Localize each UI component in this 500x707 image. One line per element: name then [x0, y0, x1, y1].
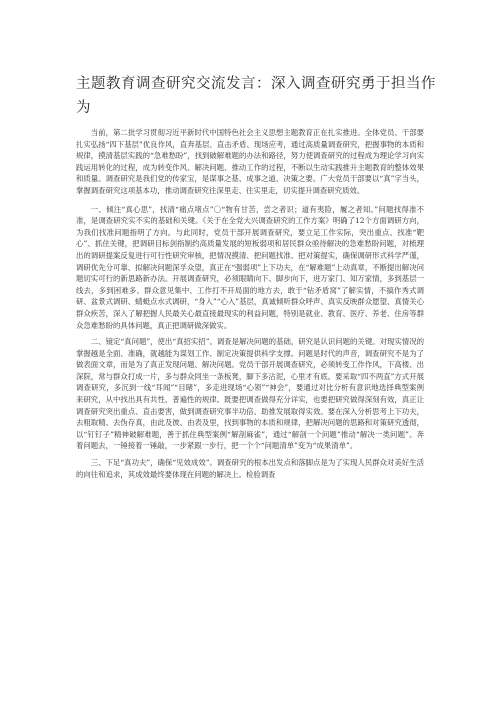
- section-three-paragraph: 三、下足“真功夫”，确保“见效成效”。调查研究的根本出发点和落脚点是为了实现人民群众对美好生活的向往和追求，其成效最终要体现在问题的解决上。检验调查: [76, 458, 424, 479]
- section-one-paragraph: 一、倾注“真心思”，找清“痛点堵点”〇“物有甘苦，尝之者识；道有夷险，履之者知。”问题找得准不准，是调查研究实不实的基础和关键。《关于在全党大兴调查研究的工作方案》明确了12个方面调研方向，为我们找准问题指明了方向。与此同时，党员干部开展调查研究，要立足工作实际，突出重点、找准“靶心”、抓住关键，把调研目标剑指制约高质量发展的短板弱项和居民群众亟待解决的急难愁盼问题，对梳理出的调研提案反复进行可行性研究审核，把情况摸清、把问题找准、把对策提实，确保调研形式科学严谨，调研优先分可靠、拟解决问题深孚众望，真正在“强弱项”上下功夫，在“解难题”上动真章，不断提出解决问题切实可行的新思路新办法。开展调查研究，必须眼睛向下、脚步向下，进万家门、知万家情，多到基层一线去，多到困难多、群众意见集中、工作打不开局面的地方去，敢于“钻矛盾窝”了解实情，不搞作秀式调研、盆景式调研、蜻蜓点水式调研，“身入”“心入”基层，真诚倾听群众呼声、真实反映群众愿望、真情关心群众疾苦，深入了解把握人民最关心最直接最现实的利益问题，特别是就业、教育、医疗、养老、住房等群众急难愁盼的具体问题，真正把调研做深做实。: [76, 204, 424, 330]
- section-two-paragraph: 二、镜定“真问题”，使出“真招实招”。调查是解决问题的基础，研究是认识问题的关键。对现实情况的掌握越是全面、准确，就越能为谋划工作、制定决策提供科学支撑。问题是时代的声音，调查研究不是为了做表面文章，而是为了真正发现问题、解决问题。党员干部开展调查研究，必须转变工作作风，下高楼、出深院，常与群众打成一片，多与群众同坐一条板凳，脚下多沾泥，心里才有底。要采取“四不两直”方式开展调查研究，多沉到一线“耳闻”“目睹”，多走进现场“心领”“神会”，要通过对比分析有意识地选择典型案例来研究，从中找出具有共性、普遍性的规律。既要把调查做得充分详实，也要把研究做得深刻有效，真正让调查研究突出重点、直击要害，做到调查研究事半功倍、助推发展取得实效。要在深入分析思考上下功夫，去粗取精、去伪存真，由此及彼、由表及里，找到事物的本质和规律，把解决问题的思路和对策研究透彻，以“钉钉子”精神破解难题，善于抓住典型案例“解剖麻雀”，通过“解剖一个问题”推动“解决一类问题”。奔着问题去，一锤接着一锤敲，一步紧跟一步行，把一个个“问题清单”变为“成果清单”。: [76, 337, 424, 451]
- intro-paragraph: 当前，第二批学习贯彻习近平新时代中国特色社会主义思想主题教育正在扎实推进。全体党员、干部要扎实弘扬“四下基层”优良作风，直奔基层、直击矛盾、现场应考，通过高质量调查研究，把握事物的本质和规律，摸清基层实践的“急难愁盼”，找到破解难题的办法和路径，努力使调查研究的过程成为理论学习向实践运用转化的过程，成为转变作风、解决问题、推动工作的过程，不断以生动实践推升主题教育的整体效果和质量。调查研究是我们党的传家宝，是谋事之基、成事之道、决策之要。广大党员干部要以“真”字当头，掌握调查研究这项基本功，推动调查研究往深里走、往实里走，切实提升调查研究质效。: [76, 128, 424, 195]
- document-body: [76, 127, 424, 485]
- document-title: 主题教育调查研究交流发言：深入调查研究勇于担当作为: [76, 76, 436, 116]
